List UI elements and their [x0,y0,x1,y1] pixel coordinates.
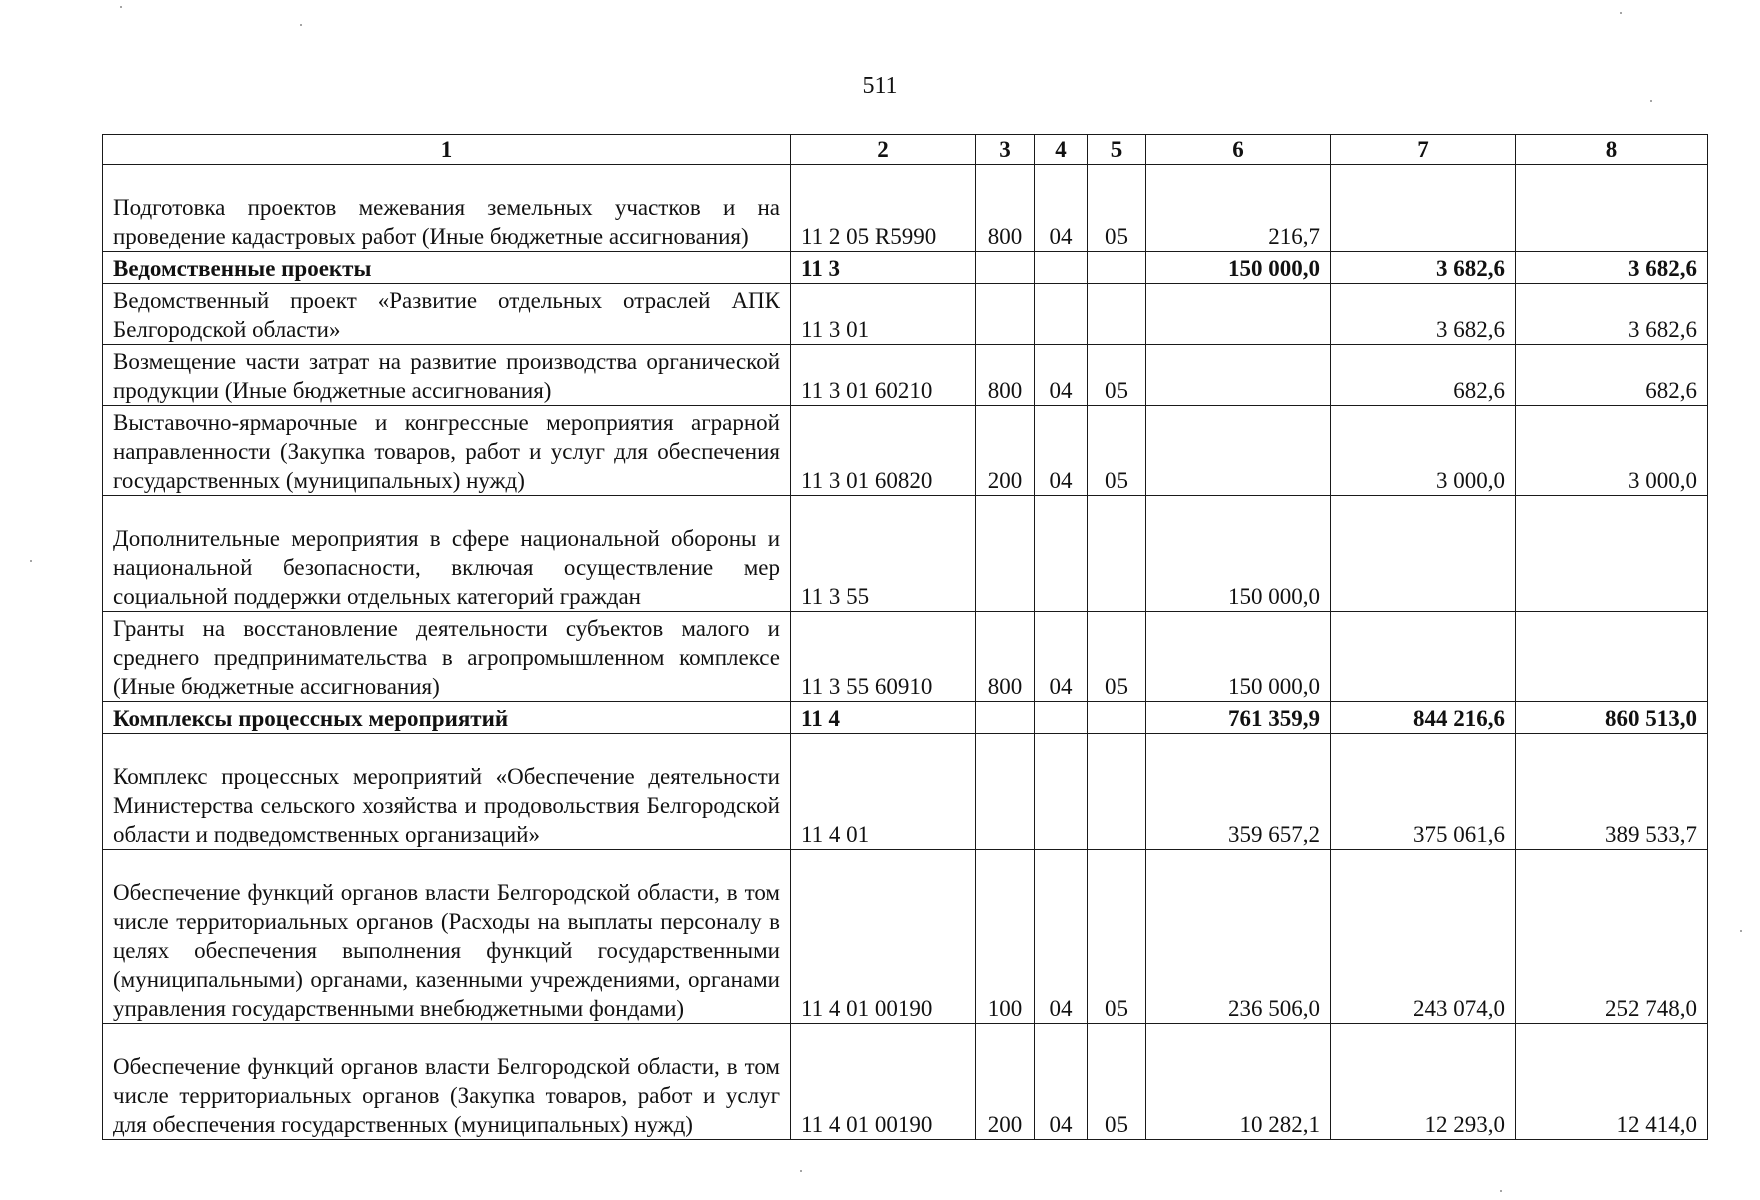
row-c7: 3 000,0 [1331,406,1516,496]
row-c4: 04 [1035,612,1088,702]
row-c5 [1088,252,1146,284]
row-code: 11 3 [791,252,976,284]
column-header: 7 [1331,135,1516,165]
row-c7: 682,6 [1331,345,1516,406]
row-code: 11 4 01 00190 [791,1024,976,1140]
row-code: 11 3 55 60910 [791,612,976,702]
row-c6: 236 506,0 [1146,850,1331,1024]
row-c6: 150 000,0 [1146,612,1331,702]
row-c3: 800 [976,612,1035,702]
row-c3 [976,702,1035,734]
row-c8: 3 682,6 [1516,284,1708,345]
scan-speck [800,1170,802,1172]
row-c5: 05 [1088,406,1146,496]
row-c4 [1035,702,1088,734]
row-c3: 200 [976,1024,1035,1140]
row-name: Подготовка проектов межевания земельных участков и на проведение кадастровых работ (Иные бюджетные ассигнования) [103,165,791,252]
row-name: Обеспечение функций органов власти Белгородской области, в том числе территориальных органов (Расходы на выплаты персоналу в целях обеспечения выполнения функций государственными (муниципальными) органами, казенными учреждениями, органами управления государственными внебюджетными фондами) [103,850,791,1024]
scan-speck [30,560,32,562]
row-name: Комплексы процессных мероприятий [103,702,791,734]
table-row [103,345,1708,406]
row-c7: 243 074,0 [1331,850,1516,1024]
row-name: Выставочно-ярмарочные и конгрессные мероприятия аграрной направленности (Закупка товаров, работ и услуг для обеспечения государственных (муниципальных) нужд) [103,406,791,496]
table-row [103,165,1708,252]
row-c5: 05 [1088,612,1146,702]
row-c7 [1331,612,1516,702]
table-row [103,284,1708,345]
row-name: Комплекс процессных мероприятий «Обеспечение деятельности Министерства сельского хозяйства и продовольствия Белгородской области и подведомственных организаций» [103,734,791,850]
row-c7: 3 682,6 [1331,284,1516,345]
row-c5: 05 [1088,1024,1146,1140]
row-c7: 12 293,0 [1331,1024,1516,1140]
row-name: Дополнительные мероприятия в сфере национальной обороны и национальной безопасности, включая осуществление мер социальной поддержки отдельных категорий граждан [103,496,791,612]
row-name: Ведомственные проекты [103,252,791,284]
column-header: 8 [1516,135,1708,165]
row-c3: 800 [976,165,1035,252]
row-c3 [976,496,1035,612]
row-c8 [1516,496,1708,612]
table-row [103,612,1708,702]
row-c3 [976,252,1035,284]
row-c8 [1516,165,1708,252]
table-row [103,252,1708,284]
row-c6: 216,7 [1146,165,1331,252]
row-c5 [1088,284,1146,345]
row-c6 [1146,284,1331,345]
row-c8: 860 513,0 [1516,702,1708,734]
table-row [103,406,1708,496]
row-c6: 150 000,0 [1146,252,1331,284]
row-code: 11 2 05 R5990 [791,165,976,252]
scan-speck [1500,1190,1502,1192]
row-c7: 844 216,6 [1331,702,1516,734]
row-c8: 389 533,7 [1516,734,1708,850]
row-c8: 252 748,0 [1516,850,1708,1024]
row-code: 11 4 01 00190 [791,850,976,1024]
row-code: 11 3 01 60820 [791,406,976,496]
row-c4: 04 [1035,345,1088,406]
row-c8: 12 414,0 [1516,1024,1708,1140]
table-row [103,1024,1708,1140]
row-c3: 100 [976,850,1035,1024]
table-row [103,496,1708,612]
row-c6: 359 657,2 [1146,734,1331,850]
row-name: Обеспечение функций органов власти Белгородской области, в том числе территориальных органов (Закупка товаров, работ и услуг для обеспечения государственных (муниципальных) нужд) [103,1024,791,1140]
row-c7: 375 061,6 [1331,734,1516,850]
row-c4: 04 [1035,406,1088,496]
scan-speck [1650,100,1652,102]
row-c8: 3 000,0 [1516,406,1708,496]
column-header: 4 [1035,135,1088,165]
row-c8: 3 682,6 [1516,252,1708,284]
row-c4 [1035,252,1088,284]
row-c3: 800 [976,345,1035,406]
row-name: Гранты на восстановление деятельности субъектов малого и среднего предпринимательства в агропромышленном комплексе (Иные бюджетные ассигнования) [103,612,791,702]
table-row [103,702,1708,734]
page-number: 511 [862,73,898,99]
row-c5 [1088,496,1146,612]
row-c6: 150 000,0 [1146,496,1331,612]
row-c5 [1088,734,1146,850]
row-c7 [1331,496,1516,612]
row-c3 [976,734,1035,850]
row-c5 [1088,702,1146,734]
column-header: 2 [791,135,976,165]
row-c4: 04 [1035,850,1088,1024]
scan-speck [300,24,302,26]
row-code: 11 3 55 [791,496,976,612]
table-row [103,734,1708,850]
row-c3 [976,284,1035,345]
row-c4 [1035,284,1088,345]
row-c8: 682,6 [1516,345,1708,406]
row-code: 11 3 01 60210 [791,345,976,406]
column-header: 1 [103,135,791,165]
column-header: 3 [976,135,1035,165]
scan-speck [1740,930,1742,932]
row-c3: 200 [976,406,1035,496]
row-code: 11 4 [791,702,976,734]
column-header: 5 [1088,135,1146,165]
row-c7 [1331,165,1516,252]
header-row [103,135,1708,165]
scan-speck [120,6,122,8]
column-header: 6 [1146,135,1331,165]
row-code: 11 4 01 [791,734,976,850]
row-c6: 10 282,1 [1146,1024,1331,1140]
budget-table [102,134,1708,1140]
row-c6 [1146,345,1331,406]
row-c6: 761 359,9 [1146,702,1331,734]
scan-speck [1620,12,1622,14]
row-c5: 05 [1088,345,1146,406]
row-c6 [1146,406,1331,496]
row-c4: 04 [1035,1024,1088,1140]
row-name: Ведомственный проект «Развитие отдельных отраслей АПК Белгородской области» [103,284,791,345]
row-c4: 04 [1035,165,1088,252]
row-c7: 3 682,6 [1331,252,1516,284]
row-code: 11 3 01 [791,284,976,345]
row-c5: 05 [1088,165,1146,252]
row-c5: 05 [1088,850,1146,1024]
row-c4 [1035,496,1088,612]
row-c8 [1516,612,1708,702]
row-name: Возмещение части затрат на развитие производства органической продукции (Иные бюджетные ассигнования) [103,345,791,406]
row-c4 [1035,734,1088,850]
table-row [103,850,1708,1024]
